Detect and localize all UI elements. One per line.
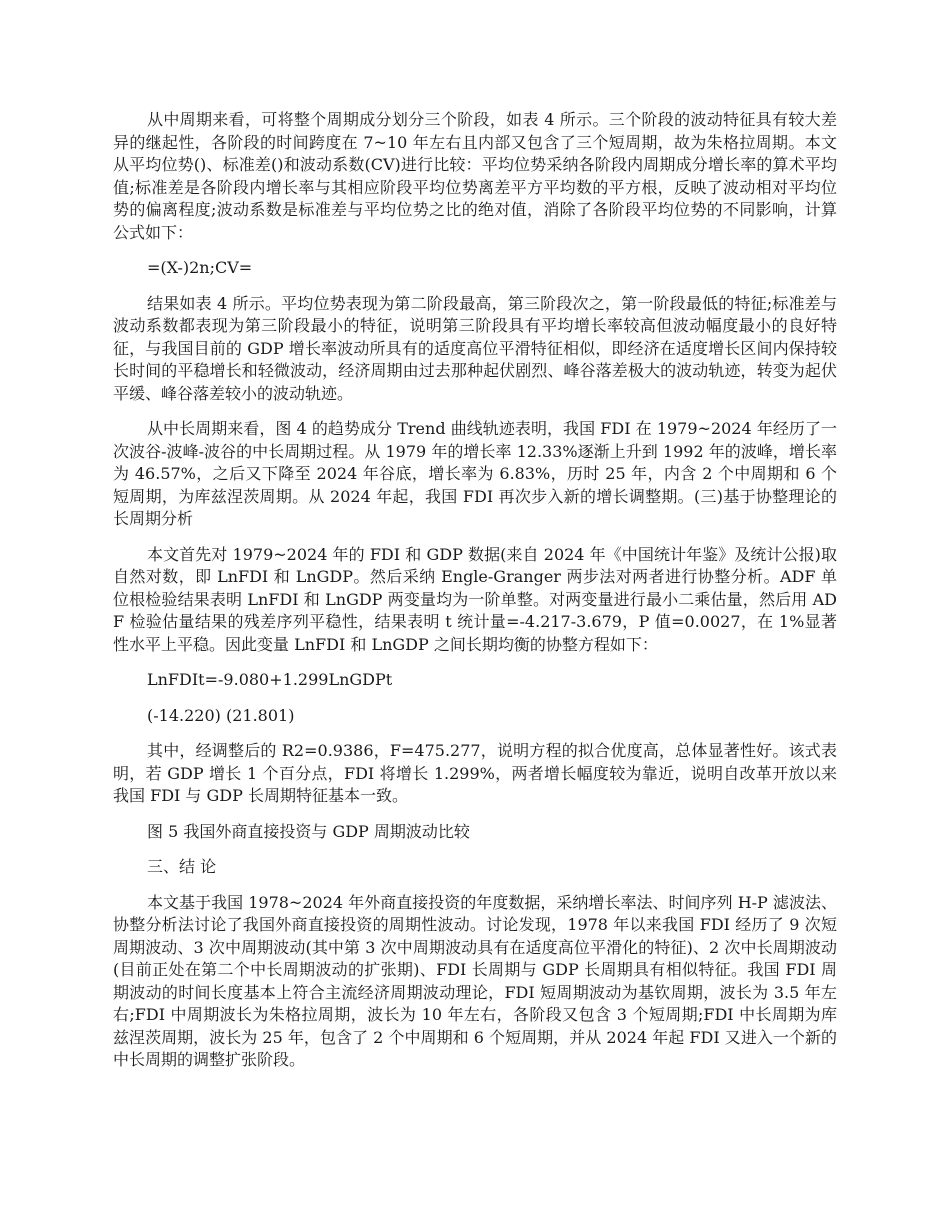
equation-cointegration: LnFDIt=-9.080+1.299LnGDPt: [147, 670, 393, 689]
paragraph-r-squared: 其中，经调整后的 R2=0.9386，F=475.277，说明方程的拟合优度高，总体显著性好。该式表明，若 GDP 增长 1 个百分点，FDI 将增长 1.299%，两者增长幅度较为靠近，说明自改革开放以来我国 FDI 与 GDP 长周期特征基本一致。: [113, 741, 837, 805]
paragraph-long-medium-cycle: 从中长周期来看，图 4 的趋势成分 Trend 曲线轨迹表明，我国 FDI 在 1979~2024 年经历了一次波谷-波峰-波谷的中长周期过程。从 1979 年的增长率 12.33%逐渐上升到 1992 年的波峰，增长率为 46.57%，之后又下降至 2024 年谷底，增长率为 6.83%，历时 25 年，内含 2 个中周期和 6 个短周期，为库兹涅茨周期。从 2024 年起，我国 FDI 再次步入新的增长调整期。(三)基于协整理论的长周期分析: [113, 419, 837, 528]
formula-std-cv: =(X-)2n;CV=: [147, 258, 253, 277]
paragraph-cointegration: 本文首先对 1979~2024 年的 FDI 和 GDP 数据(来自 2024 年《中国统计年鉴》及统计公报)取自然对数，即 LnFDI 和 LnGDP。然后采纳 Engle-Granger 两步法对两者进行协整分析。ADF 单位根检验结果表明 LnFDI 和 LnGDP 两变量均为一阶单整。对两变量进行最小二乘估量，然后用 ADF 检验估量结果的残差序列平稳性，结果表明 t 统计量=-4.217-3.679，P 值=0.0027，在 1%显著性水平上平稳。因此变量 LnFDI 和 LnGDP 之间长期均衡的协整方程如下：: [113, 544, 837, 654]
paragraph-medium-cycle: 从中周期来看，可将整个周期成分划分三个阶段，如表 4 所示。三个阶段的波动特征具有较大差异的继起性，各阶段的时间跨度在 7~10 年左右且内部又包含了三个短周期，故为朱格拉周期。本文从平均位势()、标准差()和波动系数(CV)进行比较：平均位势采纳各阶段内周期成分增长率的算术平均值;标准差是各阶段内增长率与其相应阶段平均位势离差平方平均数的平方根，反映了波动相对平均位势的偏离程度;波动系数是标准差与平均位势之比的绝对值，消除了各阶段平均位势的不同影响，计算公式如下：: [113, 110, 837, 242]
paragraph-conclusion: 本文基于我国 1978~2024 年外商直接投资的年度数据，采纳增长率法、时间序列 H-P 滤波法、协整分析法讨论了我国外商直接投资的周期性波动。讨论发现，1978 年以来我国 FDI 经历了 9 次短周期波动、3 次中周期波动(其中第 3 次中周期波动具有在适度高位平滑化的特征)、2 次中长周期波动(目前正处在第二个中长周期波动的扩张期)、FDI 长周期与 GDP 长周期具有相似特征。我国 FDI 周期波动的时间长度基本上符合主流经济周期波动理论，FDI 短周期波动为基钦周期，波长为 3.5 年左右;FDI 中周期波长为朱格拉周期，波长为 10 年左右，各阶段又包含 3 个短周期;FDI 中长周期为库兹涅茨周期，波长为 25 年，包含了 2 个中周期和 6 个短周期，并从 2024 年起 FDI 又进入一个新的中长周期的调整扩张阶段。: [113, 892, 837, 1069]
paragraph-results: 结果如表 4 所示。平均位势表现为第二阶段最高，第三阶段次之，第一阶段最低的特征;标准差与波动系数都表现为第三阶段最小的特征，说明第三阶段具有平均增长率较高但波动幅度最小的良好特征，与我国目前的 GDP 增长率波动所具有的适度高位平滑特征相似，即经济在适度增长区间内保持较长时间的平稳增长和轻微波动，经济周期由过去那种起伏剧烈、峰谷落差极大的波动轨迹，转变为起伏平缓、峰谷落差较小的波动轨迹。: [113, 293, 837, 403]
figure-caption: 图 5 我国外商直接投资与 GDP 周期波动比较: [147, 821, 470, 841]
section-heading-conclusion: 三、结 论: [147, 857, 217, 876]
equation-t-values: (-14.220) (21.801): [147, 705, 295, 725]
